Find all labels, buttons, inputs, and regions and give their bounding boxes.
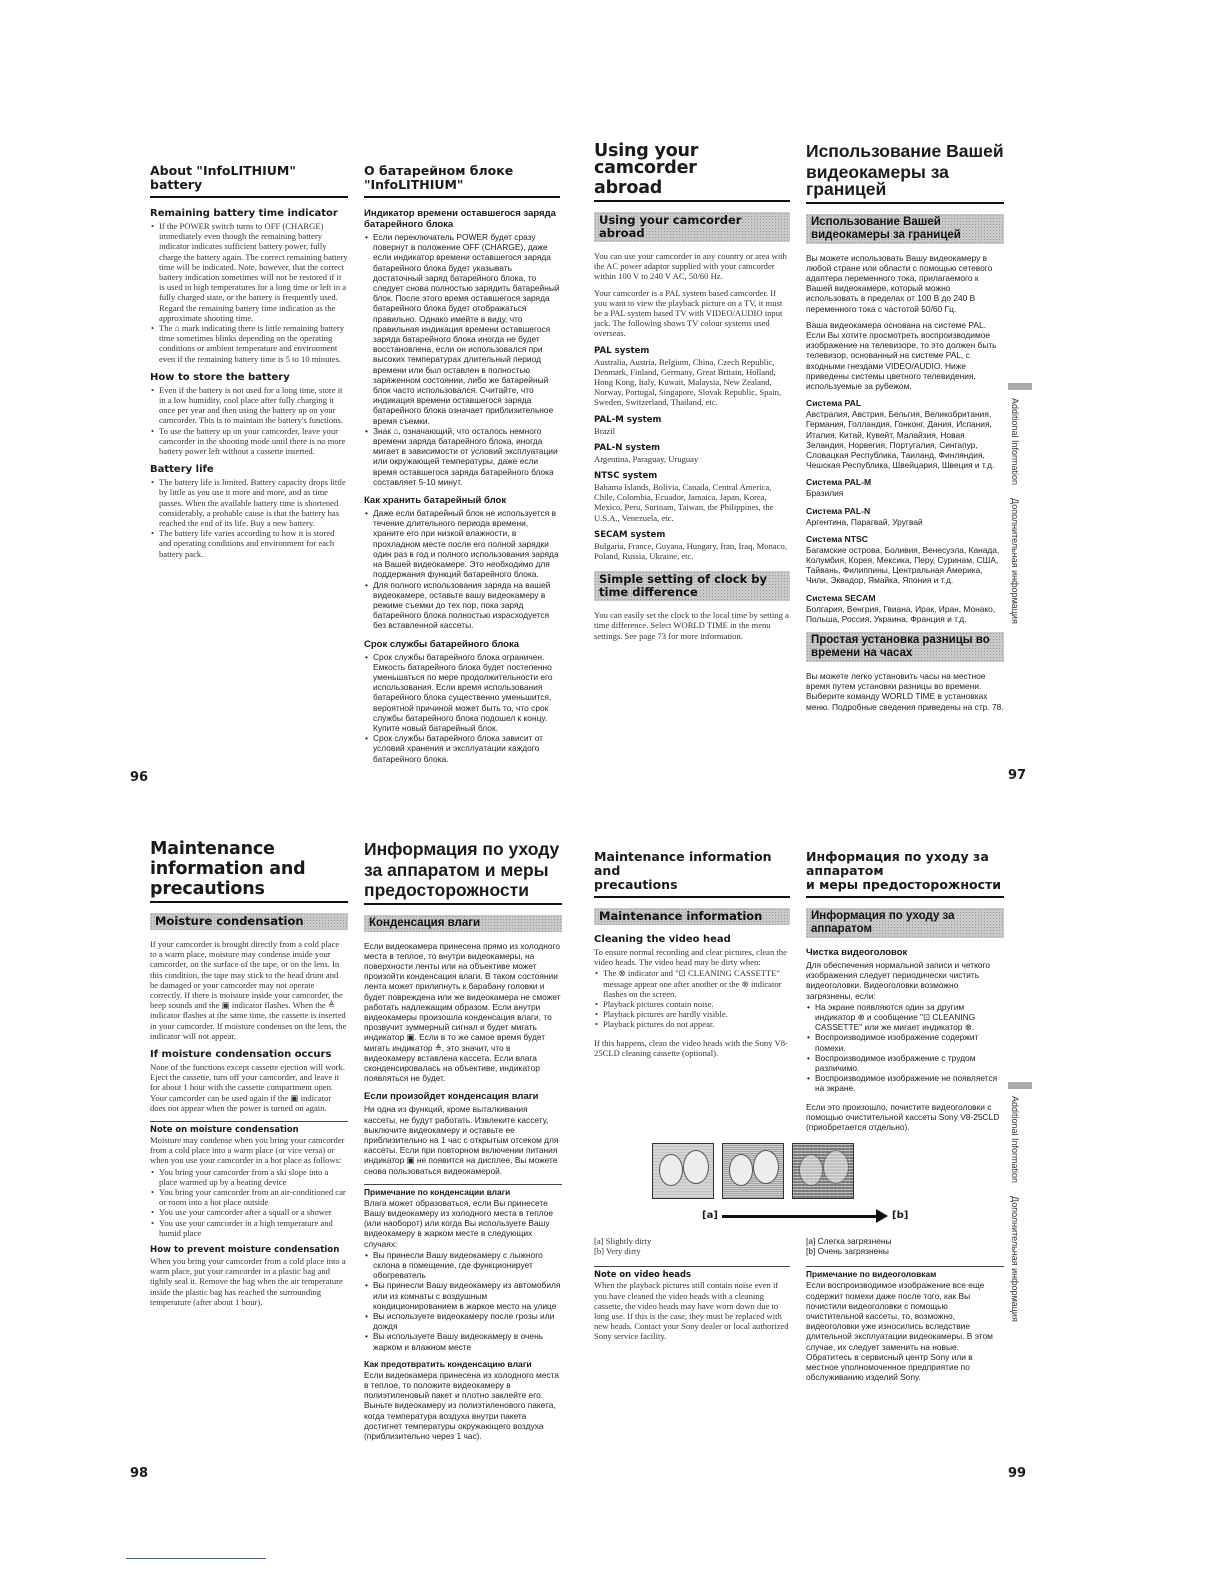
system-countries: Аргентина, Парагвай, Уругвай — [806, 516, 923, 527]
p98-en-p3: When you bring your camcorder from a cold place into a warm place, put your camcorder in a plastic bag and tightly seal it. Remove the bag when the air temperature inside the plastic bag has reached the surrounding temperature (after about 1 hour). — [150, 1256, 346, 1307]
list-item: • На экране появляются один за другим индикатор ⊗ и сообщение "⊡ CLEANING CASSETTE" или же мигает индикатор ⊗. — [815, 1002, 1004, 1033]
child-face-right — [683, 1150, 709, 1184]
p98-ru-p3: Если видеокамера принесена из холодного места в теплое, то положите видеокамеру в полиэтиленовый пакет и плотно заклейте его. Выньте видеокамеру из полиэтиленового пакета, когда температура воздуха внутри пакета достигнет температуры окружающего воздуха (приблизительно через 1 час). — [364, 1369, 559, 1442]
figure-label-b: [b] — [892, 1210, 909, 1221]
list-item: • Воспроизводимое изображение не появляется на экране. — [815, 1073, 1004, 1093]
caption-a: [a] Слегка загрязнены — [806, 1236, 892, 1246]
p99-ru-column — [806, 850, 1004, 1138]
list-item: • Воспроизводимое изображение с трудом различимо. — [815, 1053, 1004, 1073]
p99-ru-p1: Для обеспечения нормальной записи и четкого изображения следует периодически чистить видеоголовки. Видеоголовки возможно загрязнены, если: — [806, 960, 991, 1001]
p99-ru-note-p: Если воспроизводимое изображение все еще содержит помехи даже после того, как Вы почистили видеоголовки с помощью очистительной кассеты, то, возможно, видеоголовки уже износились вследствие длительной эксплуатации видеокамеры. В этом случае, их следует заменить на новые. Обратитесь в сервисный центр Sony или в местное уполномоченное предприятие по обслуживанию изделий Sony. — [806, 1280, 993, 1383]
p99-en-note-heading: Note on video heads — [594, 1266, 790, 1279]
system-countries: Brazil — [594, 425, 615, 436]
page-number-99: 99 — [1008, 1466, 1027, 1481]
p97-en-rule — [594, 200, 790, 202]
p96-ru-title: О батарейном блоке "InfoLITHIUM" — [364, 163, 514, 192]
list-item: • Срок службы батарейного блока ограничен. Емкость батарейного блока будет постепенно уменьшаться по мере продолжительности его использования. Если время использования батарейного блока существенно уменьшится, вероятной причиной может быть то, что срок службы батарейного блока подошел к концу. Купите новый батарейный блок. — [373, 652, 560, 734]
p98-ru-h2: Как предотвратить конденсацию влаги — [364, 1358, 532, 1369]
p98-en-title-l3: precautions — [150, 879, 265, 899]
p96-ru-h1-list — [364, 232, 560, 487]
list-item: • If the POWER switch turns to OFF (CHARGE) immediately even though the remaining battery indicator indicates sufficient battery power, fully charge the battery again. The correct remaining battery time will be indicated. Note, however, that the correct battery indication sometimes will not be restored if it is used in high temperatures for a long time or left in a fully charged state, or the battery is frequently used. Regard the remaining battery time indication as the approximate shooting time. — [159, 221, 348, 323]
child-face-right — [823, 1150, 849, 1184]
p99-en-list — [594, 968, 790, 1029]
p99-en-band: Maintenance information — [594, 908, 790, 925]
list-item: • The battery life is limited. Battery capacity drops little by little as you use it more and more, and as time passes. When the available battery time is shortened considerably, a probable cause is that the battery has reached the end of its life. Buy a new battery. — [159, 477, 348, 528]
system-countries: Argentina, Paraguay, Uruguay — [594, 453, 699, 464]
p97-ru-title-l1: Использование Вашей — [806, 141, 1004, 161]
p98-ru-note-p: Влага может образоваться, если Вы принесете Вашу видеокамеру из холодного места в теплое (или наоборот) или когда Вы используете Вашу видеокамеру в жарком месте в следующих случаях: — [364, 1197, 554, 1249]
caption-b: [b] Very dirty — [594, 1246, 641, 1257]
list-item: • Даже если батарейный блок не используется в течение длительного периода времени, храните его при низкой влажности, в прохладном месте после его полной зарядки один раз в год и полного использования заряда на Вашей видеокамере. Это необходимо для поддержания функций батарейного блока. — [373, 508, 560, 579]
list-item: • You bring your camcorder from a ski slope into a place warmed up by a heating device — [159, 1167, 348, 1187]
p96-en-h2: How to store the battery — [150, 371, 290, 383]
system-countries: Болгария, Венгрия, Гвиана, Ирак, Иран, Монако, Польша, Россия, Украина, Франция и т.д. — [806, 603, 996, 624]
p97-en-title-l1: Using your camcorder — [594, 141, 699, 178]
p97-ru-system-ntsc — [806, 534, 1004, 586]
p96-ru-h3-list — [364, 652, 560, 764]
footer-rule — [126, 1558, 266, 1559]
list-item: • Для полного использования заряда на вашей видеокамере, оставьте вашу видеокамеру в режиме съемки до тех пор, пока заряд батарейного блока полностью израсходуется без вставленной кассеты. — [373, 580, 560, 631]
p98-en-note-p: Moisture may condense when you bring your camcorder from a cold place into a warm place (or vice versa) or when you use your camcorder in a hot place as follows: — [150, 1135, 345, 1166]
list-item: • Вы принесли Вашу видеокамеру с лыжного склона в помещение, где функционирует обогреватель — [373, 1250, 562, 1281]
list-item: • Playback pictures contain noise. — [603, 999, 790, 1009]
p96-ru-h2-list — [364, 508, 560, 630]
p99-side-tab-marker — [1008, 1082, 1032, 1089]
system-countries: Багамские острова, Боливия, Венесуэла, Канада, Колумбия, Корея, Мексика, Перу, Суринам, США, Тайвань, Филиппины, Центральная Америка, Чили, Эквадор, Ямайка, Япония и т.д. — [806, 544, 1000, 586]
p99-ru-h1: Чистка видеоголовок — [806, 947, 908, 958]
p98-en-title-l1: Maintenance — [150, 839, 275, 859]
p97-ru-system-pal — [806, 398, 1004, 470]
p97-ru-system-pal-m — [806, 477, 1004, 498]
child-face-left — [659, 1154, 683, 1186]
p97-en-title-l2: abroad — [594, 178, 663, 198]
list-item: • You use your camcorder after a squall or a shower — [159, 1207, 348, 1217]
p98-en-column — [150, 841, 348, 1313]
p97-ru-p1: Вы можете использовать Вашу видеокамеру в любой стране или области с помощью сетевого адаптера переменного тока, прилагаемого к Вашей видеокамере, который можно использовать в пределах от 100 В до 240 В переменного тока с частотой 50/60 Гц. — [806, 252, 993, 314]
p97-ru-band-clock: Простая установка разницы во времени на часах — [806, 632, 1004, 662]
p97-en-system-pal-n — [594, 443, 790, 464]
p98-ru-p1: Если видеокамера принесена прямо из холодного места в теплое, то внутри видеокамеры, на поверхности ленты или на объективе может произойти конденсация влаги. В таком состоянии лента может прилипнуть к барабану головки и будет повреждена или же видеокамера не сможет работать надлежащим образом. Если внутри видеокамеры произошла конденсация влаги, то прозвучит зуммерный сигнал и будет мигать индикатор ▣. Если в то же самое время будет мигать индикатор ≜, это значит, что в видеокамеру вставлена кассета. Если влага сконденсировалась на объективе, индикатор появляться не будет. — [364, 940, 561, 1084]
list-item: • Вы используете видеокамеру после грозы или дождя — [373, 1311, 562, 1331]
list-item: • Вы используете Вашу видеокамеру в очень жарком и влажном месте — [373, 1331, 562, 1351]
p97-en-system-pal — [594, 346, 790, 408]
p99-ru-rule — [806, 896, 1004, 898]
p96-ru-column — [364, 164, 560, 768]
p99-en-p1: To ensure normal recording and clear pictures, clean the video heads. The video head may be dirty when: — [594, 947, 787, 968]
p98-ru-rule — [364, 903, 562, 905]
p99-en-title-l2: precautions — [594, 877, 678, 892]
p96-en-column — [150, 164, 348, 563]
system-name: Система PAL — [806, 398, 862, 409]
child-face-left — [729, 1154, 753, 1186]
child-face-left — [799, 1154, 823, 1186]
caption-b: [b] Очень загрязнены — [806, 1246, 889, 1257]
p97-side-tab-marker — [1008, 383, 1032, 390]
p98-en-p2: None of the functions except cassette ejection will work. Eject the cassette, turn off your camcorder, and leave it for about 1 hour with the cassette compartment open. Your camcorder can be used again if the ▣ indicator does not appear when the power is turned on again. — [150, 1062, 345, 1113]
p97-ru-system-pal-n — [806, 506, 1004, 527]
p96-ru-h2: Как хранить батарейный блок — [364, 495, 507, 507]
p99-en-title-l1: Maintenance information and — [594, 849, 772, 878]
p98-en-note-heading: Note on moisture condensation — [150, 1121, 348, 1134]
p97-en-p1: You can use your camcorder in any country or area with the AC power adaptor supplied with your camcorder within 100 V to 240 V AC, 50/60 Hz. — [594, 251, 787, 282]
system-name: SECAM system — [594, 529, 666, 540]
system-name: Система PAL-M — [806, 477, 872, 488]
system-countries: Bahama Islands, Bolivia, Canada, Central America, Chile, Colombia, Ecuador, Jamaica, Japan, Korea, Mexico, Peru, Surinam, Taiwan, the Philippines, the U.S.A., Venezuela, etc. — [594, 482, 774, 523]
p96-en-title: About "InfoLITHIUM" battery — [150, 163, 296, 192]
p97-ru-rule — [806, 202, 1004, 204]
p98-en-title-l2: information and — [150, 859, 306, 879]
p99-ru-captions — [806, 1236, 1004, 1388]
page-number-98: 98 — [130, 1466, 149, 1481]
p96-ru-h1: Индикатор времени оставшегося заряда батарейного блока — [364, 208, 556, 230]
p98-ru-title-l2: за аппаратом и меры — [364, 859, 549, 880]
p97-ru-p2: Ваша видеокамера основана на системе PAL. Если Вы хотите просмотреть воспроизводимое изображение на телевизоре, то это должен быть телевизор, основанный на системе PAL, с входными гнездами VIDEO/AUDIO. Ниже приведены системы цветного телевидения, используемые за рубежом. — [806, 319, 997, 391]
p99-side-label-en: Additional Information — [1010, 1096, 1020, 1184]
list-item: • Воспроизводимое изображение содержит помехи. — [815, 1032, 1004, 1052]
list-item: • Если переключатель POWER будет сразу повернут в положение OFF (CHARGE), даже если индикатор времени оставшегося заряда батарейного блока будет указывать достаточный заряд батарейного блока, то следует снова полностью зарядить батарейный блок. После этого время оставшегося заряда батарейного блока будет отображаться правильно. Однако имейте в виду, что правильная индикация времени оставшегося заряда батарейного блока иногда не будет восстановлена, если он использовался при высоких температурах длительный период времени или был оставлен в полностью заряженном состоянии, либо же батарейный блок часто использовался. Считайте, что индикация времени оставшегося заряда батарейного блока означает приблизительное время съемки. — [373, 232, 560, 426]
system-name: Система PAL-N — [806, 505, 871, 516]
p97-en-system-ntsc — [594, 471, 790, 523]
p97-en-system-secam — [594, 530, 790, 561]
p98-en-h1: If moisture condensation occurs — [150, 1049, 332, 1061]
p97-ru-title-l2: видеокамеры за границей — [806, 161, 949, 199]
p98-ru-note-list — [364, 1250, 562, 1352]
p99-en-captions — [594, 1236, 790, 1348]
list-item: • You bring your camcorder from an air-conditioned car or room into a hot place outside — [159, 1187, 348, 1207]
p97-ru-system-secam — [806, 593, 1004, 624]
p98-ru-band: Конденсация влаги — [364, 915, 562, 932]
p96-en-h3-list — [150, 477, 348, 559]
p99-en-note-p: When the playback pictures still contain noise even if you have cleaned the video heads with a cleaning cassette, the video heads may have worn down due to long use. If this is the case, they must be replaced with new heads. Contact your Sony dealer or local authorized Sony service facility. — [594, 1280, 789, 1342]
list-item: • Playback pictures do not appear. — [603, 1019, 790, 1029]
p99-ru-list — [806, 1002, 1004, 1094]
p98-ru-title-l1: Информация по уходу — [364, 839, 560, 859]
p98-en-note-list — [150, 1167, 348, 1238]
p97-ru-column — [806, 143, 1004, 718]
caption-a: [a] Slightly dirty — [594, 1236, 652, 1246]
p98-en-band: Moisture condensation — [150, 913, 348, 930]
list-item: • The ⊗ indicator and "⊡ CLEANING CASSETTE" message appear one after another or the ⊗ indicator flashes on the screen. — [603, 968, 790, 999]
p97-en-p3: You can easily set the clock to the local time by setting a time difference. Select WORLD TIME in the menu settings. See page 73 for more information. — [594, 610, 789, 641]
list-item: • Знак ⌂, означающий, что осталось немного времени заряда батарейного блока, иногда мигает в зависимости от условий эксплуатации или окружающей температуры, даже если время оставшегося заряда батарейного блока составляет 5-10 минут. — [373, 426, 560, 487]
photo-slightly-dirty — [652, 1143, 714, 1199]
list-item: • Вы принесли Вашу видеокамеру из автомобиля или из комнаты с воздушным кондиционированием в жаркое место на улице — [373, 1280, 562, 1311]
p96-en-rule — [150, 196, 348, 198]
list-item: • The battery life varies according to how it is stored and operating conditions and environment for each battery pack. — [159, 528, 348, 559]
p97-side-label-en: Additional Information — [1010, 398, 1020, 486]
p99-ru-title-l1: Информация по уходу за аппаратом — [806, 849, 989, 878]
p97-side-label-ru: Дополнительная информация — [1010, 498, 1020, 624]
p97-en-column — [594, 143, 790, 647]
p99-ru-note-heading: Примечание по видеоголовкам — [806, 1266, 1004, 1279]
list-item: • The ⌂ mark indicating there is little remaining battery time sometimes blinks depending on the operating conditions or ambient temperature and environment even if the remaining battery time is 5 to 10 minutes. — [159, 323, 348, 364]
p99-en-rule — [594, 896, 790, 898]
page-number-97: 97 — [1008, 768, 1027, 783]
system-countries: Australia, Austria, Belgium, China, Czech Republic, Denmark, Finland, Germany, Great Britain, Holland, Hong Kong, Italy, Kuwait, Malaysia, New Zealand, Norway, Portugal, Singapore, Slovak Republic, Spain, Sweden, Switzerland, Thailand, etc. — [594, 356, 782, 408]
system-name: Система SECAM — [806, 592, 876, 603]
p97-ru-band: Использование Вашей видеокамеры за границей — [806, 214, 1004, 244]
p99-en-p2: If this happens, clean the video heads with the Sony V8-25CLD cleaning cassette (optional). — [594, 1037, 788, 1058]
list-item: • Even if the battery is not used for a long time, store it in a low humidity, cool place after fully charging it once per year and then using the battery up on your camcorder. This is to maintain the battery's functions. — [159, 385, 348, 426]
child-face-right — [753, 1150, 779, 1184]
p98-en-h2: How to prevent moisture condensation — [150, 1245, 340, 1256]
p96-en-h2-list — [150, 385, 348, 456]
arrow-right-icon — [876, 1209, 888, 1223]
system-name: PAL-M system — [594, 414, 662, 425]
p98-ru-p2: Ни одна из функций, кроме выталкивания кассеты, не будут работать. Извлеките кассету, выключите видеокамеру и оставьте ее приблизительно на 1 час с открытым отсеком для кассеты. Если при повторном включении питания индикатор ▣ не появится на дисплее, Вы можете снова пользоваться видеокамерой. — [364, 1104, 559, 1176]
list-item: • Срок службы батарейного блока зависит от условий хранения и эксплуатации каждого батарейного блока. — [373, 733, 560, 764]
system-name: Система NTSC — [806, 533, 868, 544]
p98-en-p1: If your camcorder is brought directly from a cold place to a warm place, moisture may condense inside your camcorder, on the surface of the tape, or on the lens. In this condition, the tape may stick to the head drum and be damaged or your camcorder may not operate correctly. If there is moisture inside your camcorder, the beep sounds and the ▣ indicator flashes. When the ≜ indicator flashes at the same time, the cassette is inserted in your camcorder. If moisture condenses on the lens, the indicator will not appear. — [150, 939, 347, 1041]
p99-ru-p2: Если это произошло, почистите видеоголовки с помощью очистительной кассеты Sony V8-25CLD (приобретается отдельно). — [806, 1101, 1000, 1133]
figure-arrow-bar — [722, 1215, 878, 1218]
p98-ru-h1: Если произойдет конденсация влаги — [364, 1091, 539, 1103]
system-name: NTSC system — [594, 471, 658, 482]
list-item: • Playback pictures are hardly visible. — [603, 1009, 790, 1019]
photo-middle-noise — [722, 1143, 784, 1199]
photo-very-dirty — [792, 1143, 854, 1199]
p97-en-p2: Your camcorder is a PAL system based camcorder. If you want to view the playback picture on a TV, it must be a PAL system based TV with VIDEO/AUDIO input jack. The following shows TV colour systems used overseas. — [594, 287, 783, 339]
system-countries: Австралия, Австрия, Бельгия, Великобритания, Германия, Голландия, Гонконг, Дания, Испания, Италия, Китай, Кувейт, Малайзия, Новая Зеландия, Норвегия, Португалия, Сингапур, Словацкая Республика, Таиланд, Финляндия, Чешская Республика, Швейцария, Швеция и т.д. — [806, 409, 995, 471]
p97-ru-p3: Вы можете легко установить часы на местное время путем установки разницы во времени. Выберите команду WORLD TIME в установках меню. Подробные сведения приведены на стр. 78. — [806, 670, 1004, 712]
p96-ru-h3: Срок службы батарейного блока — [364, 638, 520, 650]
page-number-96: 96 — [130, 770, 149, 785]
figure-label-a: [a] — [702, 1210, 718, 1221]
p99-side-label-ru: Дополнительная информация — [1010, 1196, 1020, 1322]
list-item: • To use the battery up on your camcorder, leave your camcorder in the shooting mode until there is no more battery power left without a cassette inserted. — [159, 426, 348, 457]
p96-en-h1-list — [150, 221, 348, 364]
p98-ru-note-heading: Примечание по конденсации влаги — [364, 1184, 562, 1197]
p99-en-column — [594, 850, 790, 1064]
system-name: PAL-N system — [594, 442, 661, 453]
p96-en-h3: Battery life — [150, 464, 214, 476]
system-countries: Bulgaria, France, Guyana, Hungary, Iran, Iraq, Monaco, Poland, Russia, Ukraine, etc. — [594, 540, 787, 562]
p97-en-band: Using your camcorder abroad — [594, 212, 790, 242]
p98-ru-title-l3: предосторожности — [364, 880, 529, 900]
p98-ru-column — [364, 841, 562, 1447]
p98-en-rule — [150, 901, 348, 903]
p96-ru-rule — [364, 196, 560, 198]
system-countries: Бразилия — [806, 488, 844, 499]
system-name: PAL system — [594, 345, 650, 356]
list-item: • You use your camcorder in a high temperature and humid place — [159, 1218, 348, 1238]
p96-en-h1: Remaining battery time indicator — [150, 208, 338, 219]
p97-en-band-clock: Simple setting of clock by time difference — [594, 571, 790, 601]
p97-en-system-pal-m — [594, 415, 790, 436]
p99-ru-band: Информация по уходу за аппаратом — [806, 908, 1004, 938]
p99-en-h1: Cleaning the video head — [594, 934, 731, 945]
p99-ru-title-l2: и меры предосторожности — [806, 877, 1002, 892]
